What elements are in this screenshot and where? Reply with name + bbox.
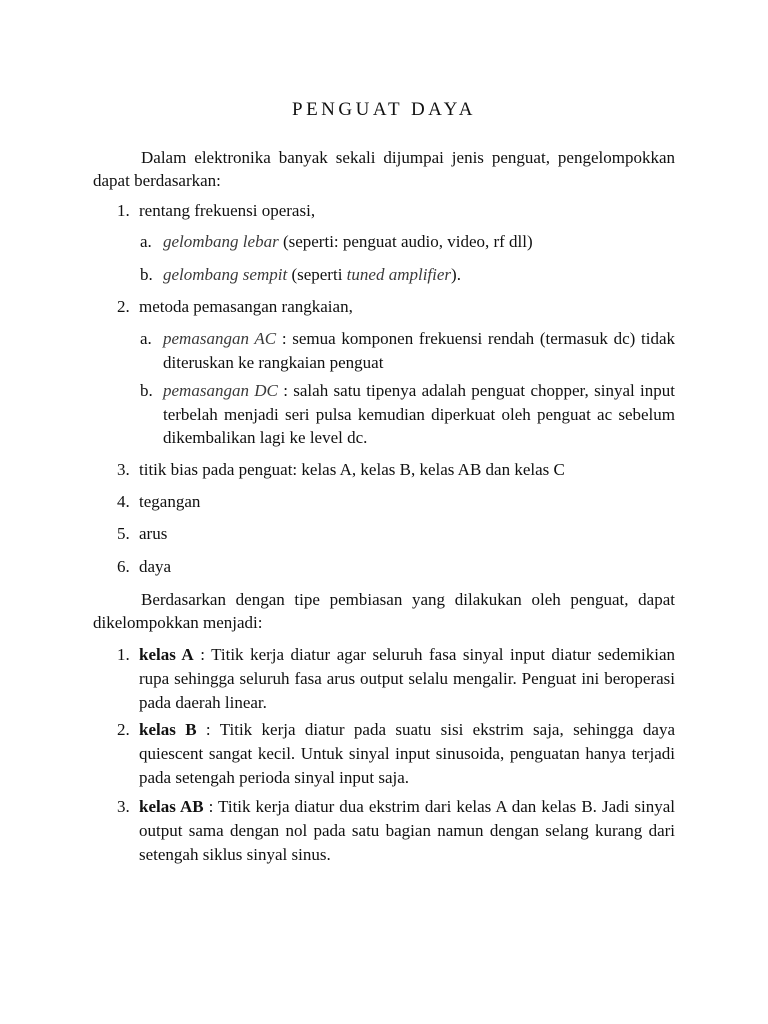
intro2-paragraph: Berdasarkan dengan tipe pembiasan yang dilakukan oleh penguat, dapat dikelompokkan menjadi: xyxy=(93,590,675,632)
list-number: 3. xyxy=(117,797,130,816)
list-text xyxy=(139,795,675,867)
list-text: arus xyxy=(139,524,168,543)
list-number: 2. xyxy=(117,297,130,316)
list-item-4 xyxy=(117,491,675,514)
list-text xyxy=(139,643,675,715)
list-text xyxy=(163,327,675,374)
list-letter: b. xyxy=(140,381,153,400)
list-text xyxy=(163,379,675,450)
list-item-1b xyxy=(140,263,675,287)
list-item-2a xyxy=(140,327,675,374)
term: pemasangan DC xyxy=(163,381,278,400)
term-description: : semua komponen frekuensi rendah (termasuk dc) tidak diteruskan ke rangkaian penguat xyxy=(163,329,675,372)
page-title: PENGUAT DAYA xyxy=(292,99,476,120)
list-number: 5. xyxy=(117,524,130,543)
list-text: tegangan xyxy=(139,492,201,511)
list-letter: a. xyxy=(140,329,152,348)
intro-paragraph: Dalam elektronika banyak sekali dijumpai jenis penguat, pengelompokkan dapat berdasarkan: xyxy=(93,148,675,190)
term-description: (seperti: penguat audio, video, rf dll) xyxy=(278,232,533,251)
list-number: 1. xyxy=(117,645,130,664)
class-description: : Titik kerja diatur agar seluruh fasa sinyal input diatur sedemikian rupa sehingga seluruh fasa arus output selalu mengalir. Penguat ini beroperasi pada daerah linear. xyxy=(139,645,675,712)
list-letter: a. xyxy=(140,232,152,251)
class-term: kelas A xyxy=(139,645,194,664)
term-description: (seperti xyxy=(287,265,347,284)
list-text xyxy=(163,263,675,287)
list-number: 3. xyxy=(117,460,130,479)
list-item-2 xyxy=(117,296,675,319)
list-item-6 xyxy=(117,556,675,579)
class-term: kelas B xyxy=(139,720,197,739)
class-description: : Titik kerja diatur dua ekstrim dari kelas A dan kelas B. Jadi sinyal output sama dengan nol pada satu bagian namun dengan selang kurang dari setengah siklus sinyal sinus. xyxy=(139,797,675,864)
list-text: rentang frekuensi operasi, xyxy=(139,201,316,220)
class-description: : Titik kerja diatur pada suatu sisi ekstrim saja, sehingga daya quiescent sangat kecil. Untuk sinyal input sinusoida, penguatan hanya terjadi pada setengah perioda sinyal input saja. xyxy=(139,720,675,787)
list-letter: b. xyxy=(140,265,153,284)
list-item-2b xyxy=(140,379,675,450)
term: gelombang sempit xyxy=(163,265,288,284)
term: pemasangan AC xyxy=(163,329,277,348)
class-item-3 xyxy=(117,795,675,867)
list-number: 1. xyxy=(117,201,130,220)
list-text: daya xyxy=(139,557,172,576)
list-item-1 xyxy=(117,200,675,223)
class-item-1 xyxy=(117,643,675,715)
list-item-3 xyxy=(117,459,675,482)
list-number: 6. xyxy=(117,557,130,576)
term: tuned amplifier xyxy=(346,265,452,284)
list-number: 4. xyxy=(117,492,130,511)
list-text: titik bias pada penguat: kelas A, kelas B, kelas AB dan kelas C xyxy=(139,460,565,479)
list-text xyxy=(139,718,675,790)
list-item-5 xyxy=(117,523,675,546)
class-item-2 xyxy=(117,718,675,790)
list-number: 2. xyxy=(117,720,130,739)
list-text: metoda pemasangan rangkaian, xyxy=(139,297,353,316)
class-term: kelas AB xyxy=(139,797,204,816)
term-description: : salah satu tipenya adalah penguat chopper, sinyal input terbelah menjadi seri pulsa kemudian diperkuat oleh penguat ac sebelum dikembalikan lagi ke level dc. xyxy=(163,381,675,447)
list-text xyxy=(163,230,675,254)
term-description: ). xyxy=(451,265,461,284)
term: gelombang lebar xyxy=(163,232,279,251)
list-item-1a xyxy=(140,230,675,254)
